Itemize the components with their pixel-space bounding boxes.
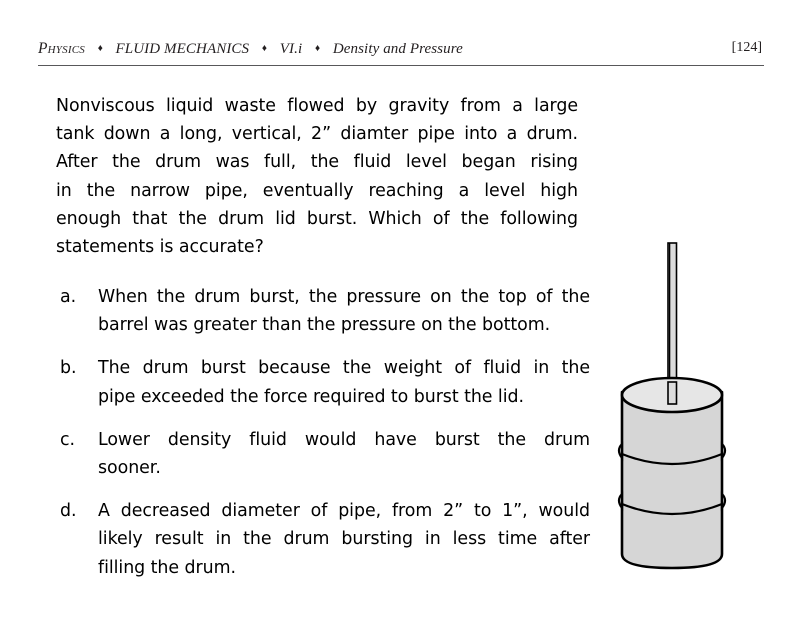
answer-choice-line: Lower density fluid would have burst the drum	[98, 429, 590, 450]
answer-choice-line: A decreased diameter of pipe, from 2” to 1”, would	[98, 501, 590, 522]
answer-choice-c[interactable]	[56, 426, 590, 482]
stem-line: in the narrow pipe, eventually reaching a level high	[56, 180, 578, 201]
answer-choices	[56, 283, 590, 597]
answer-choice-label: b.	[60, 358, 77, 379]
header-divider	[38, 65, 764, 66]
answer-choice-d[interactable]	[56, 497, 590, 582]
breadcrumb-item-subject: Physics	[38, 40, 85, 57]
answer-choice-label: a.	[60, 287, 77, 307]
stem-line: After the drum was full, the fluid level began rising	[56, 152, 578, 173]
answer-choice-label: c.	[60, 429, 75, 450]
breadcrumb-separator-icon: ♦	[314, 43, 321, 54]
answer-choice-line: sooner.	[98, 458, 161, 479]
page-number: [124]	[731, 40, 762, 55]
breadcrumb	[38, 40, 463, 58]
answer-choice-line: pipe exceeded the force required to burst the lid.	[98, 386, 524, 407]
answer-choice-label: d.	[60, 501, 77, 522]
stem-line: tank down a long, vertical, 2” diamter pipe into a drum.	[56, 124, 578, 145]
figure-drum-with-pipe	[596, 232, 776, 582]
answer-choice-a[interactable]	[56, 283, 590, 339]
answer-choice-line: The drum burst because the weight of fluid in the	[98, 358, 590, 379]
stem-line: Nonviscous liquid waste flowed by gravity from a large	[56, 96, 578, 116]
breadcrumb-separator-icon: ♦	[261, 43, 267, 54]
drum-body	[622, 392, 722, 568]
breadcrumb-item-topic: Density and Pressure	[332, 41, 463, 57]
pipe-lid-penetration	[668, 382, 677, 404]
answer-choice-b[interactable]	[56, 354, 590, 410]
question-stem	[56, 92, 578, 261]
stem-line: enough that the drum lid burst. Which of the following	[56, 208, 578, 229]
breadcrumb-separator-icon: ♦	[97, 43, 103, 54]
answer-choice-line: When the drum burst, the pressure on the top of the	[98, 287, 590, 307]
answer-choice-line: likely result in the drum bursting in less time after	[98, 529, 590, 550]
breadcrumb-item-section: VI.i	[279, 41, 303, 57]
question-stem-block	[56, 92, 578, 261]
stem-line: statements is accurate?	[56, 237, 264, 258]
answer-choice-line: barrel was greater than the pressure on the bottom.	[98, 315, 551, 336]
page-header	[38, 40, 762, 64]
answer-choice-line: filling the drum.	[98, 557, 236, 578]
breadcrumb-item-unit: FLUID MECHANICS	[115, 41, 250, 57]
